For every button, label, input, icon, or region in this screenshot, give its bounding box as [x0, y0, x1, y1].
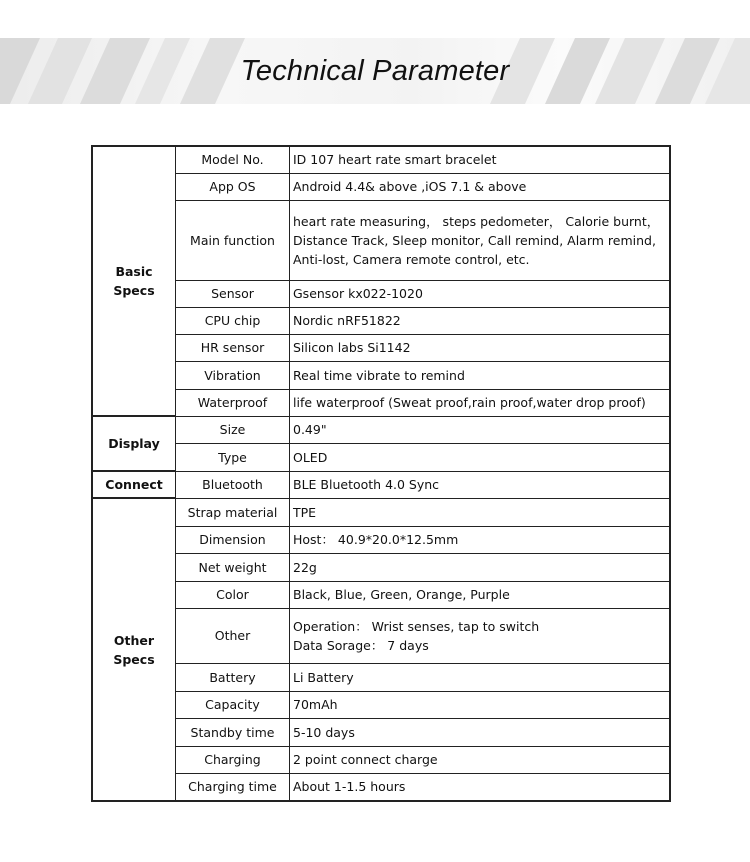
spec-label: Vibration: [176, 361, 290, 389]
spec-row: [92, 173, 670, 200]
spec-value-line: heart rate measuring， steps pedometer， Calorie burnt，: [293, 213, 660, 229]
spec-label: Standby time: [176, 718, 290, 746]
spec-label: Capacity: [176, 691, 290, 718]
spec-row: [92, 663, 670, 691]
spec-value-line: 2 point connect charge: [293, 752, 438, 767]
group-label-line: Connect: [105, 477, 163, 492]
spec-value-line: life waterproof (Sweat proof,rain proof,water drop proof): [293, 395, 646, 410]
spec-row: [92, 553, 670, 581]
spec-value-line: Data Sorage： 7 days: [293, 637, 429, 653]
spec-value: [290, 773, 671, 801]
spec-value: [290, 146, 671, 173]
spec-row: [92, 389, 670, 416]
title-banner: [0, 38, 750, 104]
spec-value: [290, 718, 671, 746]
group-label: [92, 416, 176, 471]
spec-value-line: Operation： Wrist senses, tap to switch: [293, 618, 540, 634]
group-label-line: Specs: [113, 283, 155, 298]
spec-row: [92, 443, 670, 471]
spec-value-line: OLED: [293, 449, 328, 465]
spec-value-line: Li Battery: [293, 669, 354, 685]
spec-row: [92, 280, 670, 307]
spec-row: [92, 471, 670, 498]
spec-value: [290, 553, 671, 581]
spec-row: [92, 498, 670, 526]
spec-value: [290, 581, 671, 608]
spec-value-line: ID 107 heart rate smart bracelet: [293, 152, 497, 168]
page-title: Technical Parameter: [240, 55, 510, 87]
spec-label: Charging: [176, 746, 290, 773]
spec-value-line: Gsensor kx022-1020: [293, 286, 423, 301]
spec-row: [92, 307, 670, 334]
spec-value: [290, 691, 671, 718]
group-label: [92, 498, 176, 801]
spec-value-line: Real time vibrate to remind: [293, 367, 465, 383]
spec-row: [92, 581, 670, 608]
spec-label: HR sensor: [176, 334, 290, 361]
spec-label: Charging time: [176, 773, 290, 801]
spec-row: [92, 146, 670, 173]
spec-label: Dimension: [176, 526, 290, 553]
spec-value: [290, 746, 671, 773]
spec-row: [92, 718, 670, 746]
spec-value: [290, 200, 671, 280]
spec-value: [290, 663, 671, 691]
spec-value: [290, 526, 671, 553]
spec-row: [92, 773, 670, 801]
spec-label: Battery: [176, 663, 290, 691]
spec-label: Main function: [176, 200, 290, 280]
spec-label: Other: [176, 608, 290, 663]
group-label-line: Specs: [113, 651, 155, 667]
spec-value-line: Host： 40.9*20.0*12.5mm: [293, 532, 459, 547]
spec-value: [290, 443, 671, 471]
spec-label: Waterproof: [176, 389, 290, 416]
spec-label: Size: [176, 416, 290, 443]
spec-value-line: About 1-1.5 hours: [293, 779, 406, 795]
spec-row: [92, 526, 670, 553]
spec-value-line: Silicon labs Si1142: [293, 340, 411, 355]
spec-label: App OS: [176, 173, 290, 200]
spec-value: [290, 307, 671, 334]
spec-table: [91, 145, 671, 802]
group-label-line: Display: [108, 436, 160, 451]
group-label-line: Basic: [115, 264, 153, 279]
spec-label: Model No.: [176, 146, 290, 173]
spec-label: Bluetooth: [176, 471, 290, 498]
spec-row: [92, 608, 670, 663]
spec-label: Color: [176, 581, 290, 608]
spec-row: [92, 200, 670, 280]
spec-label: CPU chip: [176, 307, 290, 334]
spec-value: [290, 334, 671, 361]
spec-row: [92, 691, 670, 718]
spec-value-line: Android 4.4& above ,iOS 7.1 & above: [293, 179, 527, 194]
spec-row: [92, 361, 670, 389]
spec-value-line: Anti-lost, Camera remote control, etc.: [293, 251, 530, 267]
spec-value-line: 0.49": [293, 422, 327, 437]
spec-value: [290, 416, 671, 443]
spec-label: Net weight: [176, 553, 290, 581]
spec-value: [290, 389, 671, 416]
spec-value-line: Black, Blue, Green, Orange, Purple: [293, 587, 510, 602]
spec-value: [290, 498, 671, 526]
group-label: [92, 146, 176, 416]
spec-value-line: 70mAh: [293, 697, 338, 712]
spec-label: Sensor: [176, 280, 290, 307]
spec-value-line: BLE Bluetooth 4.0 Sync: [293, 477, 440, 492]
spec-value: [290, 471, 671, 498]
spec-value-line: Distance Track, Sleep monitor, Call remind, Alarm remind,: [293, 232, 656, 248]
spec-value: [290, 280, 671, 307]
spec-row: [92, 746, 670, 773]
spec-value-line: Nordic nRF51822: [293, 313, 401, 328]
spec-label: Strap material: [176, 498, 290, 526]
spec-label: Type: [176, 443, 290, 471]
spec-value: [290, 361, 671, 389]
spec-value-line: 22g: [293, 559, 317, 575]
group-label: [92, 471, 176, 498]
spec-value-line: 5-10 days: [293, 724, 355, 740]
spec-value: [290, 173, 671, 200]
spec-row: [92, 334, 670, 361]
spec-value: [290, 608, 671, 663]
spec-value-line: TPE: [293, 504, 317, 520]
group-label-line: Other: [113, 632, 155, 648]
spec-row: [92, 416, 670, 443]
